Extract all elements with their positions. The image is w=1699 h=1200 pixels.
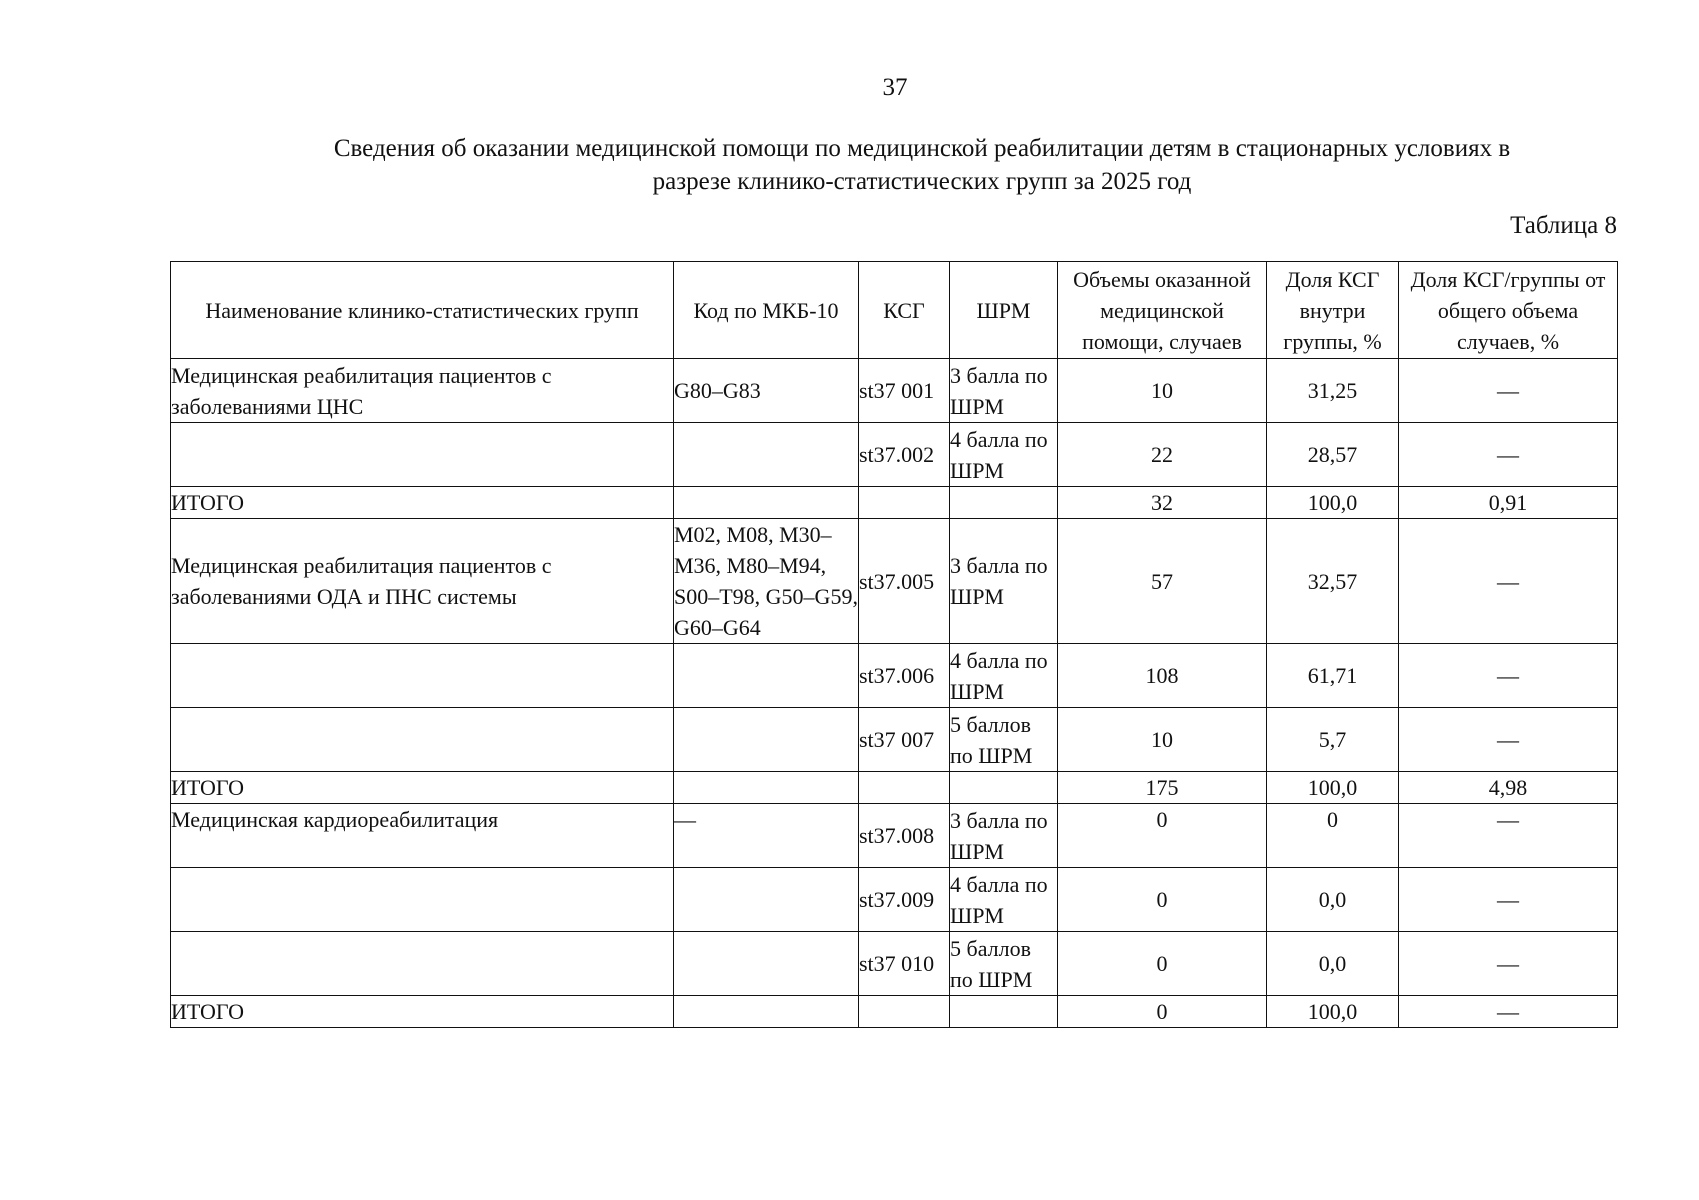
cell-mkb: G80–G83: [674, 359, 859, 423]
cell-shrm: 3 балла по ШРМ: [950, 519, 1058, 644]
cell-name: ИТОГО: [171, 772, 674, 804]
cell-shrm: 5 баллов по ШРМ: [950, 932, 1058, 996]
cell-shrm: 4 балла по ШРМ: [950, 644, 1058, 708]
cell-ksg: st37.002: [859, 423, 950, 487]
ksg-table: [170, 261, 1618, 1028]
cell-name: Медицинская кардиореабилитация: [171, 804, 674, 868]
cell-ksg: [859, 487, 950, 519]
cell-volume: 0: [1058, 996, 1267, 1028]
cell-volume: 57: [1058, 519, 1267, 644]
cell-share-in-group: 32,57: [1267, 519, 1399, 644]
cell-share-total: —: [1399, 708, 1618, 772]
cell-share-total: —: [1399, 423, 1618, 487]
cell-name: ИТОГО: [171, 996, 674, 1028]
title-line-2: разрезе клинико-статистических групп за 2025 год: [652, 168, 1192, 195]
cell-share-total: 4,98: [1399, 772, 1618, 804]
table-label: Таблица 8: [1510, 212, 1617, 239]
cell-share-total: —: [1399, 868, 1618, 932]
cell-shrm: 4 балла по ШРМ: [950, 868, 1058, 932]
cell-share-total: —: [1399, 932, 1618, 996]
cell-mkb: [674, 644, 859, 708]
cell-volume: 0: [1058, 868, 1267, 932]
cell-mkb: [674, 487, 859, 519]
cell-name: [171, 708, 674, 772]
cell-share-in-group: 100,0: [1267, 996, 1399, 1028]
cell-share-in-group: 100,0: [1267, 487, 1399, 519]
cell-share-total: —: [1399, 644, 1618, 708]
cell-volume: 32: [1058, 487, 1267, 519]
total-row: [171, 487, 1618, 519]
table-row: [171, 932, 1618, 996]
cell-name: [171, 423, 674, 487]
cell-ksg: st37.006: [859, 644, 950, 708]
cell-ksg: st37 001: [859, 359, 950, 423]
cell-share-total: —: [1399, 519, 1618, 644]
header-name: Наименование клинико-статистических групп: [171, 262, 674, 359]
cell-mkb: [674, 423, 859, 487]
cell-mkb: [674, 772, 859, 804]
cell-shrm: [950, 487, 1058, 519]
cell-share-total: —: [1399, 359, 1618, 423]
document-title: [232, 132, 1612, 198]
cell-shrm: 3 балла по ШРМ: [950, 359, 1058, 423]
page-number: 37: [882, 74, 908, 101]
cell-volume: 0: [1058, 804, 1267, 868]
cell-mkb: —: [674, 804, 859, 868]
cell-share-in-group: 100,0: [1267, 772, 1399, 804]
cell-mkb: [674, 996, 859, 1028]
cell-volume: 175: [1058, 772, 1267, 804]
header-share-in-group: Доля КСГ внутри группы, %: [1267, 262, 1399, 359]
cell-shrm: [950, 772, 1058, 804]
cell-ksg: st37.005: [859, 519, 950, 644]
header-ksg: КСГ: [859, 262, 950, 359]
total-row: [171, 996, 1618, 1028]
cell-shrm: 5 баллов по ШРМ: [950, 708, 1058, 772]
cell-share-in-group: 0,0: [1267, 932, 1399, 996]
table-row: [171, 868, 1618, 932]
cell-share-in-group: 5,7: [1267, 708, 1399, 772]
table-row: [171, 519, 1618, 644]
cell-ksg: [859, 996, 950, 1028]
cell-share-in-group: 0: [1267, 804, 1399, 868]
cell-share-total: —: [1399, 996, 1618, 1028]
table-row: [171, 359, 1618, 423]
cell-volume: 10: [1058, 708, 1267, 772]
cell-volume: 0: [1058, 932, 1267, 996]
cell-mkb: [674, 868, 859, 932]
header-share-total: Доля КСГ/группы от общего объема случаев, %: [1399, 262, 1618, 359]
table-row: [171, 804, 1618, 868]
cell-name: [171, 868, 674, 932]
header-volume: Объемы оказанной медицинской помощи, случаев: [1058, 262, 1267, 359]
cell-ksg: st37 007: [859, 708, 950, 772]
cell-volume: 108: [1058, 644, 1267, 708]
cell-share-in-group: 0,0: [1267, 868, 1399, 932]
cell-name: ИТОГО: [171, 487, 674, 519]
cell-ksg: st37 010: [859, 932, 950, 996]
total-row: [171, 772, 1618, 804]
cell-volume: 10: [1058, 359, 1267, 423]
cell-name: [171, 932, 674, 996]
cell-ksg: st37.009: [859, 868, 950, 932]
cell-share-in-group: 31,25: [1267, 359, 1399, 423]
cell-name: Медицинская реабилитация пациентов с заболеваниями ЦНС: [171, 359, 674, 423]
title-line-1: Сведения об оказании медицинской помощи по медицинской реабилитации детям в стационарных условиях в: [333, 135, 1511, 162]
cell-share-total: 0,91: [1399, 487, 1618, 519]
cell-shrm: 4 балла по ШРМ: [950, 423, 1058, 487]
cell-ksg: st37.008: [859, 804, 950, 868]
cell-mkb: [674, 708, 859, 772]
cell-mkb: [674, 932, 859, 996]
table-row: [171, 708, 1618, 772]
cell-name: Медицинская реабилитация пациентов с заболеваниями ОДА и ПНС системы: [171, 519, 674, 644]
cell-name: [171, 644, 674, 708]
cell-share-in-group: 28,57: [1267, 423, 1399, 487]
header-shrm: ШРМ: [950, 262, 1058, 359]
table-row: [171, 644, 1618, 708]
cell-share-total: —: [1399, 804, 1618, 868]
table-row: [171, 423, 1618, 487]
header-mkb: Код по МКБ-10: [674, 262, 859, 359]
cell-ksg: [859, 772, 950, 804]
cell-mkb: M02, M08, M30–M36, M80–M94, S00–T98, G50–G59, G60–G64: [674, 519, 859, 644]
cell-shrm: 3 балла по ШРМ: [950, 804, 1058, 868]
cell-share-in-group: 61,71: [1267, 644, 1399, 708]
cell-shrm: [950, 996, 1058, 1028]
header-row: [171, 262, 1618, 359]
cell-volume: 22: [1058, 423, 1267, 487]
